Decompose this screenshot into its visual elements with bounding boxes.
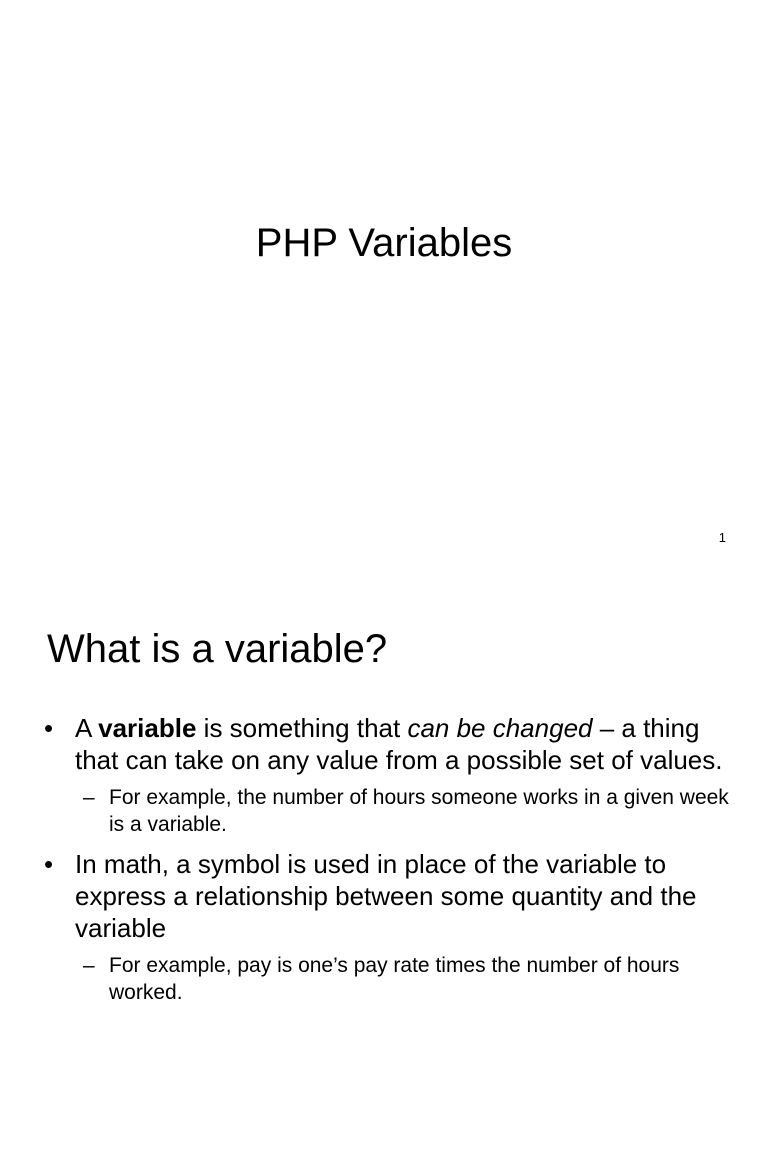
bullet-italic-term: can be changed (407, 713, 593, 743)
bullet-text-mid: is something that (196, 713, 408, 743)
bullet-bold-term: variable (98, 713, 197, 743)
bullet-text: In math, a symbol is used in place of the variable to express a relationship between some quantity and the variable (75, 849, 697, 943)
page-number: 1 (718, 530, 726, 545)
bullet-text-suffix: – a thing that can take on any value from a possible set of values. (75, 713, 723, 775)
slide-title: PHP Variables (255, 221, 513, 265)
bullet-item (40, 848, 740, 944)
bullet-marker: • (44, 713, 54, 743)
slide-2 (0, 576, 768, 1152)
slide-title: What is a variable? (47, 627, 388, 671)
sub-bullet-text: For example, the number of hours someone works in a given week is a variable. (109, 786, 729, 836)
sub-bullet-item (40, 784, 740, 838)
bullet-marker: • (44, 849, 54, 879)
bullet-list (40, 712, 740, 1016)
sub-bullet-marker: – (83, 786, 95, 809)
sub-bullet-text: For example, pay is one’s pay rate times the number of hours worked. (109, 954, 680, 1004)
bullet-text-prefix: A (75, 713, 99, 743)
bullet-item (40, 712, 740, 776)
sub-bullet-marker: – (83, 954, 95, 977)
sub-bullet-item (40, 952, 740, 1006)
